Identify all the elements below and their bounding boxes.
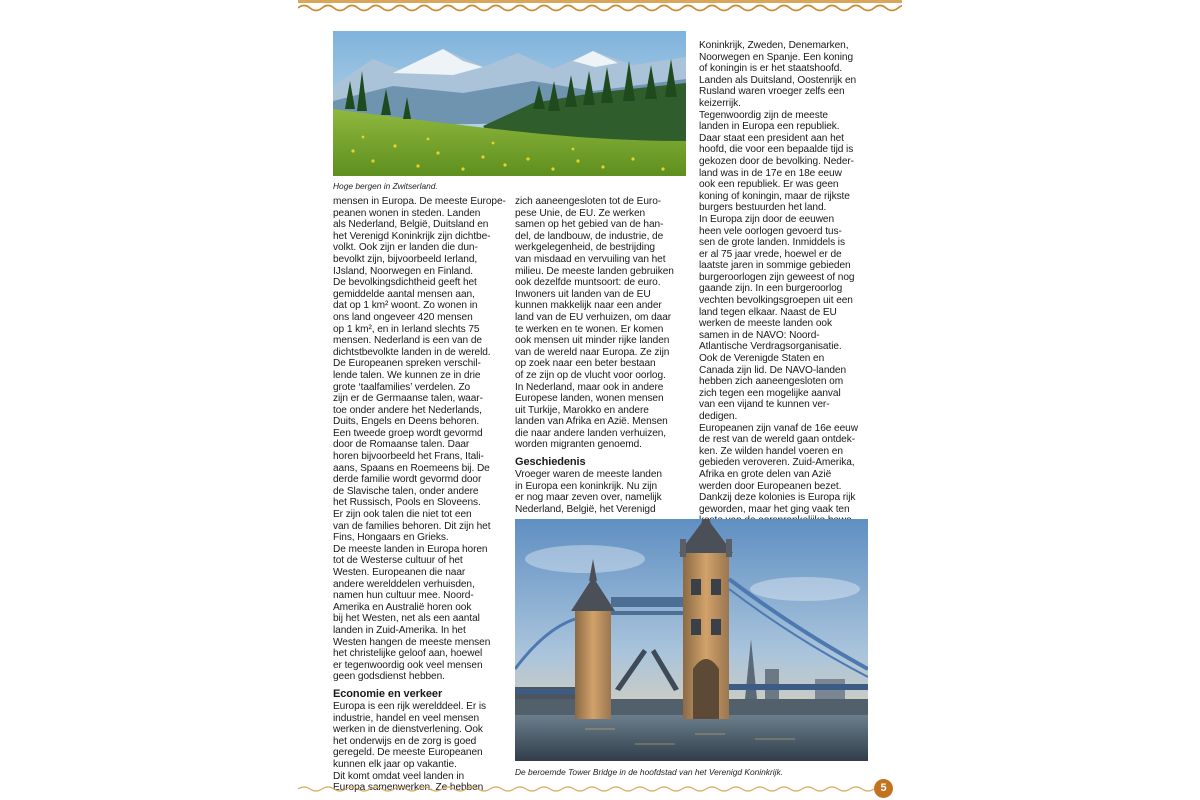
text-line: industrie, handel en veel mensen (333, 712, 480, 724)
text-line: Landen als Duitsland, Oostenrijk en (699, 74, 857, 86)
text-line: ook dezelfde muntsoort: de euro. (515, 277, 661, 289)
text-line: laatste jaren in sommige gebieden (699, 260, 851, 272)
text-line: Westen hangen de meeste mensen (333, 636, 491, 648)
text-line: mensen. Nederland is een van de (333, 335, 482, 347)
text-line: die naar andere landen verhuizen, (515, 427, 667, 439)
text-line: burgers bestuurden het land. (699, 202, 827, 214)
text-line: aans, Spaans en Roemeens bij. De (333, 462, 490, 474)
text-line: op 1 km², en in Ierland slechts 75 (333, 323, 480, 335)
text-line: Fins, Hongaars en Grieks. (333, 532, 449, 544)
text-line: tot de Westerse cultuur of het (333, 555, 463, 567)
text-line: koning of koningin, maar de rijkste (699, 190, 850, 202)
text-line: van een vijand te kunnen ver- (699, 399, 830, 411)
text-line: toe onder andere het Nederlands, (333, 404, 482, 416)
text-line: landen van Afrika en Azië. Mensen (515, 416, 668, 428)
text-line: hoofd, die voor een bepaalde tijd is (699, 144, 854, 156)
text-line: het Verenigd Koninkrijk zijn dichtbe- (333, 230, 491, 242)
text-line: van de wereld naar Europa. Ze zijn (515, 346, 670, 358)
text-line: de rest van de wereld gaan ontdek- (699, 434, 856, 446)
text-line: In Nederland, maar ook in andere (515, 381, 664, 393)
text-line: er al 75 jaar vrede, hoewel er de (699, 248, 842, 260)
text-line: te werken en te wonen. Er komen (515, 323, 664, 335)
text-column-3 (699, 40, 879, 539)
text-line: grote ‘taalfamilies’ verdelen. Zo (333, 381, 471, 393)
text-line: samen op het gebied van de han- (515, 219, 664, 231)
text-line: de Slavische talen, onder andere (333, 485, 479, 497)
text-column-2 (515, 196, 690, 515)
text-line: landen in Zuid-Amerika. In het (333, 624, 466, 636)
text-line: Daar staat een president aan het (699, 132, 844, 144)
text-line: mensen in Europa. De meeste Europe- (333, 196, 506, 207)
text-line: Ook de Verenigde Staten en (699, 353, 825, 365)
text-line: lende talen. We kunnen ze in drie (333, 369, 481, 381)
text-line: zijn er de Germaanse talen, waar- (333, 393, 483, 405)
text-line: Nederland, België, het Verenigd (515, 503, 656, 515)
text-line: kunnen elk jaar op vakantie. (333, 758, 457, 770)
text-line: andere werelddelen verhuisden, (333, 578, 475, 590)
text-line: gaande zijn. In een burgeroorlog (699, 283, 843, 295)
text-line: horen bijvoorbeeld het Frans, Itali- (333, 451, 484, 463)
text-line: Europa is een rijk werelddeel. Er is (333, 700, 487, 712)
top-wave-border (298, 0, 902, 12)
text-line: door de Romaanse talen. Daar (333, 439, 470, 451)
text-line: het onderwijs en de zorg is goed (333, 735, 477, 747)
tower-bridge-photo (515, 519, 868, 761)
text-line: er tegenwoordig ook veel mensen (333, 659, 483, 671)
text-line: bevolkt zijn, bijvoorbeeld Ierland, (333, 253, 478, 265)
text-line: werken de meeste landen ook (699, 318, 832, 330)
text-line: ons land ongeveer 420 mensen (333, 311, 473, 323)
text-line: bij het Westen, net als een aantal (333, 613, 480, 625)
text-line: samen in de NAVO: Noord- (699, 329, 820, 341)
text-line: van misdaad en vervuiling van het (515, 253, 666, 265)
text-line: Koninkrijk, Zweden, Denemarken, (699, 40, 849, 51)
text-line: Dit komt omdat veel landen in (333, 770, 465, 782)
text-line: vechten bevolkingsgroepen uit een (699, 295, 853, 307)
text-line: geworden, maar het ging vaak ten (699, 503, 850, 515)
book-page (298, 0, 902, 800)
text-line: landen in Europa een republiek. (699, 121, 840, 133)
text-line: of koningin is er het staatshoofd. (699, 63, 843, 75)
text-line: IJsland, Noorwegen en Finland. (333, 265, 473, 277)
text-line: land was in de 17e en 18e eeuw (699, 167, 842, 179)
text-line: De meeste landen in Europa horen (333, 543, 488, 555)
text-line: in Europa een koninkrijk. Nu zijn (515, 480, 657, 492)
text-line: milieu. De meeste landen gebruiken (515, 265, 674, 277)
text-line: Amerika en Australië horen ook (333, 601, 472, 613)
text-line: hebben zich aaneengesloten om (699, 376, 844, 388)
text-line: De bevolkingsdichtheid geeft het (333, 277, 477, 289)
text-line: uit Turkije, Marokko en andere (515, 404, 649, 416)
text-line: Westen. Europeanen die naar (333, 567, 466, 578)
text-line: burgeroorlogen zijn geweest of nog (699, 271, 855, 283)
text-line: werken in de dienstverlening. Ook (333, 724, 483, 736)
text-line: gekozen door de bevolking. Neder- (699, 155, 854, 167)
text-line: geen godsdienst hebben. (333, 671, 445, 683)
text-line: kunnen makkelijk naar een ander (515, 300, 662, 312)
text-line: werkgelegenheid, de bestrijding (515, 242, 655, 254)
text-line: Inwoners uit landen van de EU (515, 288, 651, 300)
text-line: sen de grote landen. Inmiddels is (699, 237, 845, 249)
text-line: of ze zijn op de vlucht voor oorlog. (515, 369, 666, 381)
text-line: In Europa zijn door de eeuwen (699, 213, 835, 225)
text-line: Europese landen, wonen mensen (515, 393, 664, 405)
text-line: dedigen. (699, 411, 738, 422)
text-line: gebieden veroveren. Zuid-Amerika, (699, 457, 855, 469)
text-line: van de families behoren. Dit zijn het (333, 520, 491, 532)
text-line: dichtstbevolkte landen in de wereld. (333, 346, 491, 358)
text-column-1 (333, 196, 508, 794)
section-heading-economie: Economie en verkeer (333, 687, 443, 700)
text-line: Tegenwoordig zijn de meeste (699, 109, 828, 121)
text-line: Een tweede groep wordt gevormd (333, 427, 483, 439)
text-line: peanen wonen in steden. Landen (333, 207, 481, 219)
text-line: Canada zijn lid. De NAVO-landen (699, 364, 847, 376)
section-heading-geschiedenis: Geschiedenis (515, 456, 586, 469)
bottom-wave-border (298, 784, 902, 794)
text-line: zich tegen een mogelijke aanval (699, 387, 841, 399)
text-line: Vroeger waren de meeste landen (515, 469, 662, 481)
text-line: Europa samenwerken. Ze hebben (333, 782, 484, 794)
text-line: land van de EU verhuizen, om daar (515, 311, 672, 323)
text-line: geregeld. De meeste Europeanen (333, 747, 483, 759)
text-line: ook een republiek. Er was geen (699, 179, 839, 191)
text-line: zich aaneengesloten tot de Euro- (515, 196, 662, 207)
text-line: Dankzij deze kolonies is Europa rijk (699, 492, 856, 504)
text-line: Europeanen zijn vanaf de 16e eeuw (699, 422, 858, 434)
text-line: volkt. Ook zijn er landen die dun- (333, 242, 478, 254)
text-line: het christelijke geloof aan, hoewel (333, 648, 483, 660)
text-line: ook mensen uit minder rijke landen (515, 335, 670, 347)
text-line: als Nederland, België, Duitsland en (333, 219, 489, 231)
text-line: Afrika en grote delen van Azië (699, 468, 832, 480)
page-number-badge: 5 (874, 779, 893, 798)
photo-caption-top: Hoge bergen in Zwitserland. (333, 181, 438, 191)
text-line: derde familie wordt gevormd door (333, 474, 482, 486)
text-line: Rusland waren vroeger zelfs een (699, 86, 845, 98)
text-line: dat op 1 km² woont. Zo wonen in (333, 300, 478, 312)
text-line: op zoek naar een beter bestaan (515, 358, 656, 370)
text-line: Noorwegen en Spanje. Een koning (699, 51, 854, 63)
text-line: land tegen elkaar. Naast de EU (699, 306, 837, 318)
text-line: Atlantische Verdragsorganisatie. (699, 341, 842, 353)
text-line: De Europeanen spreken verschil- (333, 358, 481, 370)
text-line: Er zijn ook talen die niet tot een (333, 509, 472, 521)
text-line: del, de landbouw, de industrie, de (515, 230, 664, 242)
text-line: het Russisch, Pools en Sloveens. (333, 497, 481, 509)
alpine-meadow-photo (333, 31, 686, 176)
text-line: heen vele oorlogen gevoerd tus- (699, 225, 842, 237)
text-line: namen hun cultuur mee. Noord- (333, 590, 474, 602)
text-line: er nog maar zeven over, namelijk (515, 492, 662, 504)
text-line: ken. Ze wilden handel voeren en (699, 445, 843, 457)
text-line: werden door Europeanen bezet. (699, 480, 842, 492)
text-line: keizerrijk. (699, 97, 741, 109)
text-line: gemiddelde aantal mensen aan, (333, 288, 475, 300)
text-line: worden migranten genoemd. (515, 439, 642, 451)
text-line: pese Unie, de EU. Ze werken (515, 207, 646, 219)
text-line: Duits, Engels en Deens behoren. (333, 416, 480, 428)
photo-caption-bottom: De beroemde Tower Bridge in de hoofdstad van het Verenigd Koninkrijk. (515, 767, 784, 777)
